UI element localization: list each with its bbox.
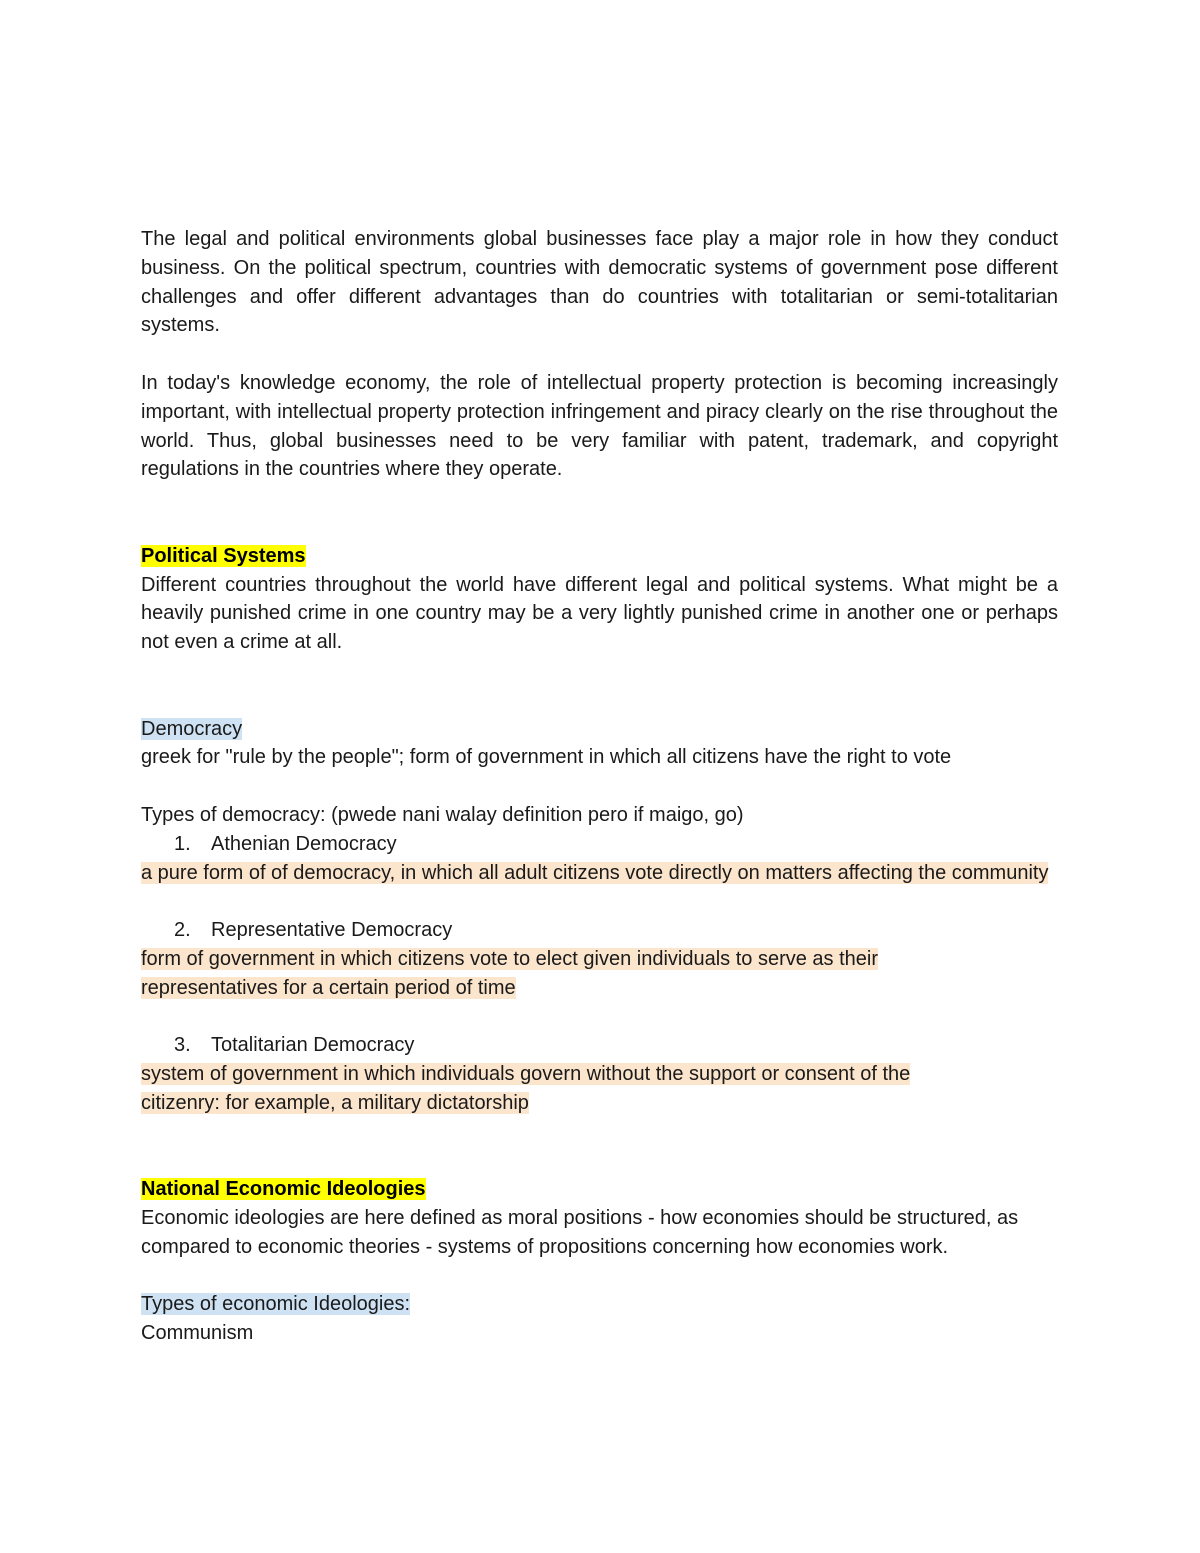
economic-ideologies-heading-line bbox=[141, 1175, 1058, 1204]
spacer bbox=[141, 1003, 1058, 1032]
economic-ideologies-text: Economic ideologies are here defined as moral positions - how economies should be structured, as compared to economic theories - systems of propositions concerning how economies work. bbox=[141, 1207, 1019, 1258]
economic-types-label-line bbox=[141, 1290, 1058, 1319]
democracy-term: Democracy bbox=[141, 717, 243, 740]
democracy-definition: greek for "rule by the people"; form of government in which all citizens have the right to vote bbox=[141, 746, 952, 769]
definition-highlight: form of government in which citizens vote to elect given individuals to serve as their representatives for a certain period of time bbox=[141, 947, 879, 999]
democracy-type-definition-1 bbox=[141, 859, 1058, 888]
democracy-type-2 bbox=[141, 916, 1058, 945]
democracy-type-definition-2 bbox=[141, 945, 1058, 1003]
definition-highlight: system of government in which individuals govern without the support or consent of the citizenry: for example, a military dictatorship bbox=[141, 1063, 911, 1114]
democracy-type-name: Representative Democracy bbox=[211, 919, 453, 942]
intro-paragraph-1: The legal and political environments global businesses face play a major role in how they conduct business. On the political spectrum, countries with democratic systems of government pose different challenges and offer different advantages than do countries with totalitarian or semi-totalitarian systems. bbox=[141, 228, 1058, 337]
political-systems-text: Different countries throughout the world have different legal and political systems. What might be a heavily punished crime in one country may be a very lightly punished crime in another one or perhaps not even a crime at all. bbox=[141, 573, 1058, 654]
intro-paragraph-2: In today's knowledge economy, the role of intellectual property protection is becoming increasingly important, with intellectual property protection infringement and piracy clearly on the rise throughout the world. Thus, global businesses need to be very familiar with patent, trademark, and copyright regulations in the countries where they operate. bbox=[141, 371, 1058, 481]
spacer bbox=[141, 484, 1058, 542]
democracy-term-line bbox=[141, 715, 1058, 744]
spacer bbox=[141, 340, 1058, 369]
definition-highlight: a pure form of of democracy, in which all adult citizens vote directly on matters affecting the community bbox=[141, 861, 1049, 884]
economic-ideologies-heading: National Economic Ideologies bbox=[141, 1178, 426, 1201]
spacer bbox=[141, 772, 1058, 801]
list-number: 1. bbox=[174, 832, 191, 855]
spacer bbox=[141, 887, 1058, 916]
democracy-types-intro: Types of democracy: (pwede nani walay definition pero if maigo, go) bbox=[141, 803, 744, 826]
democracy-type-name: Totalitarian Democracy bbox=[211, 1034, 415, 1057]
political-systems-heading: Political Systems bbox=[141, 544, 306, 567]
democracy-type-definition-3 bbox=[141, 1060, 1058, 1118]
spacer bbox=[141, 1262, 1058, 1291]
list-number: 3. bbox=[174, 1034, 191, 1057]
spacer bbox=[141, 1118, 1058, 1176]
democracy-type-1 bbox=[141, 830, 1058, 859]
political-systems-heading-line bbox=[141, 542, 1058, 571]
democracy-type-3 bbox=[141, 1031, 1058, 1060]
economic-types-label: Types of economic Ideologies: bbox=[141, 1293, 411, 1316]
document-page bbox=[141, 225, 1058, 1348]
list-number: 2. bbox=[174, 919, 191, 942]
economic-type-communism: Communism bbox=[141, 1322, 254, 1345]
spacer bbox=[141, 657, 1058, 715]
democracy-type-name: Athenian Democracy bbox=[211, 832, 397, 855]
